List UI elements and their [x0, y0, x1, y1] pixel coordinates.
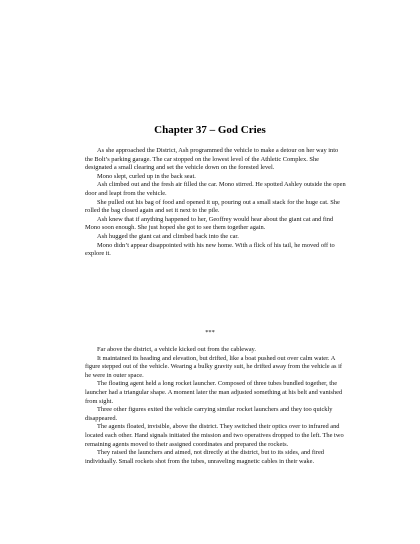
paragraph: Far above the district, a vehicle kicked out from the cableway. [97, 346, 256, 353]
paragraph: Mono didn’t appear disappointed with his new home. With a flick of his tail, he moved off to explore it. [85, 241, 335, 258]
paragraph: Mono slept, curled up in the back seat. [97, 172, 196, 180]
paragraph: The agents floated, invisible, above the district. They switched their optics over to infrared and located each other. Hand signals initiated the mission and two operatives dropped to the left. The two remaining agents moved to their assigned coordinates and prepared the rockets. [85, 423, 344, 448]
paragraph: Ash climbed out and the fresh air filled the car. Mono stirred. He spotted Ashley outside the open door and leapt from the vehicle. [85, 181, 346, 197]
section-2-text [85, 346, 347, 466]
paragraph: Ash knew that if anything happened to her, Geoffrey would hear about the giant cat and find Mono soon enough. She just hoped she got to see them together again. [85, 215, 334, 232]
paragraph: Ash hugged the giant cat and climbed back into the car. [97, 232, 239, 240]
paragraph: She pulled out his bag of food and opened it up, pouring out a small stack for the huge cat. She rolled the bag closed again and set it next to the pile. [85, 198, 340, 215]
paragraph: It maintained its heading and elevation, but drifted, like a boat pushed out over calm water. A figure stepped out of the vehicle. Wearing a bulky gravity suit, he drifted away from the vehicle as if he were in outer space. [85, 354, 343, 379]
paragraph: As she approached the District, Ash programmed the vehicle to make a detour on her way into the Bolt’s parking garage. The car stopped on the lowest level of the Athletic Complex. She designated a small clearing and set the vehicle down on the forested level. [85, 147, 339, 172]
paragraph: Three other figures exited the vehicle carrying similar rocket launchers and they too quickly disappeared. [85, 406, 333, 422]
paragraph: They raised the launchers and aimed, not directly at the district, but to its sides, and fired individually. Small rockets shot from the tubes, unraveling magnetic cables in their wake. [85, 449, 324, 465]
scene-break: *** [205, 329, 215, 336]
chapter-title: Chapter 37 – God Cries [154, 124, 266, 136]
section-1-text [85, 147, 347, 259]
paragraph: The floating agent held a long rocket launcher. Composed of three tubes bundled together, the launcher had a triangular shape. A moment later the man adjusted something at his belt and vanished from sight. [85, 380, 343, 405]
